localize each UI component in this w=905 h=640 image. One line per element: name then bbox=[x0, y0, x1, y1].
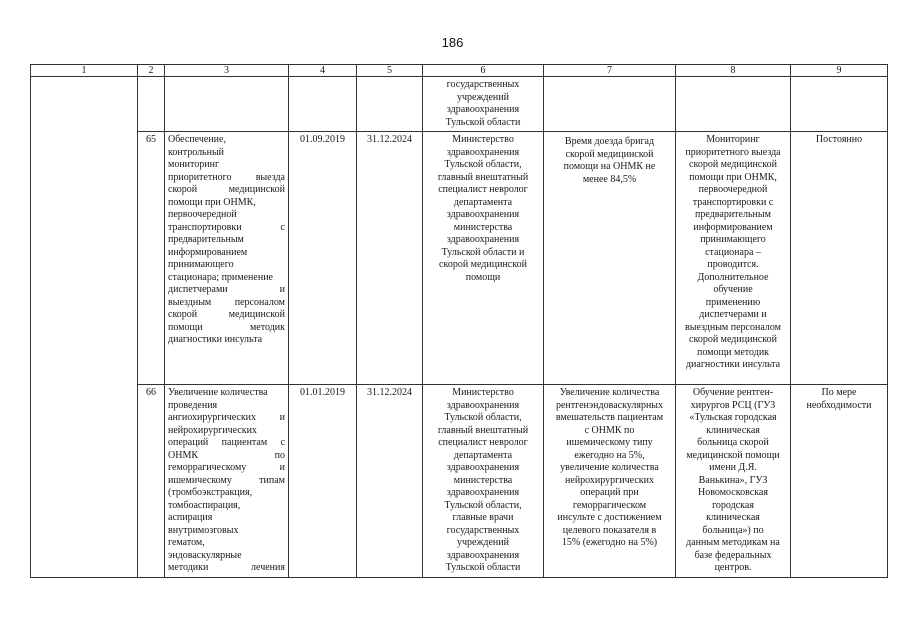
column-1-cell bbox=[31, 77, 138, 578]
empty-cell bbox=[357, 77, 423, 132]
empty-cell bbox=[138, 77, 165, 132]
column-number: 2 bbox=[138, 65, 165, 77]
control-cell: Мониторинг приоритетного выезда скорой медицинской помощи при ОНМК, первоочередной транспортировки с предварительным информированием принимающего стационара – проводится. Дополнительное обучение применению диспетчерами и выездным персоналом скорой медицинской помощи методик диагностики инсульта bbox=[676, 132, 791, 385]
empty-cell bbox=[791, 77, 888, 132]
responsible-cell: государственных учреждений здравоохранения Тульской области bbox=[423, 77, 544, 132]
frequency-cell: Постоянно bbox=[791, 132, 888, 385]
column-number: 6 bbox=[423, 65, 544, 77]
column-number: 8 bbox=[676, 65, 791, 77]
page-number: 186 bbox=[441, 35, 464, 50]
frequency-cell: По мере необходимости bbox=[791, 385, 888, 578]
column-number: 9 bbox=[791, 65, 888, 77]
start-date: 01.09.2019 bbox=[289, 132, 357, 385]
column-number: 7 bbox=[544, 65, 676, 77]
result-cell: Время доезда бригад скорой медицинской помощи на ОНМК не менее 84,5% bbox=[544, 132, 676, 385]
column-number-row bbox=[31, 65, 888, 77]
table-row bbox=[31, 132, 888, 385]
empty-cell bbox=[165, 77, 289, 132]
row-number: 65 bbox=[138, 132, 165, 385]
start-date: 01.01.2019 bbox=[289, 385, 357, 578]
column-number: 4 bbox=[289, 65, 357, 77]
table-row bbox=[31, 385, 888, 578]
plan-table bbox=[30, 64, 888, 578]
responsible-cell: Министерство здравоохранения Тульской области, главный внештатный специалист невролог департамента здравоохранения министерства здравоохранения Тульской области, главные врачи государственных учреждений здравоохранения Тульской области bbox=[423, 385, 544, 578]
continuation-row bbox=[31, 77, 888, 132]
end-date: 31.12.2024 bbox=[357, 132, 423, 385]
empty-cell bbox=[676, 77, 791, 132]
empty-cell bbox=[544, 77, 676, 132]
row-number: 66 bbox=[138, 385, 165, 578]
activity-cell: Обеспечение, контрольный мониторинг приоритетного выезда скорой медицинской помощи при ОНМК, первоочередной транспортировки с предварительным информированием принимающего стационара; применение диспетчерами и выездным персоналом скорой медицинской помощи методик диагностики инсульта bbox=[165, 132, 289, 385]
activity-cell: Увеличение количества проведения ангиохирургических и нейрохирургических операций пациентам с ОНМК по геморрагическому и ишемическому типам (тромбоэкстракция, томбоаспирация, аспирация внутримозговых гематом, эндоваскулярные методики лечения bbox=[165, 385, 289, 578]
result-cell: Увеличение количества рентгенэндоваскулярных вмешательств пациентам с ОНМК по ишемическому типу ежегодно на 5%, увеличение количества нейрохирургических операций при геморрагическом инсульте с достижением целевого показателя в 15% (ежегодно на 5%) bbox=[544, 385, 676, 578]
empty-cell bbox=[289, 77, 357, 132]
column-number: 1 bbox=[31, 65, 138, 77]
control-cell: Обучение рентген- хирургов РСЦ (ГУЗ «Тульская городская клиническая больница скорой медицинской помощи имени Д.Я. Ванькина», ГУЗ Новомосковская городская клиническая больница») по данным методикам на базе федеральных центров. bbox=[676, 385, 791, 578]
end-date: 31.12.2024 bbox=[357, 385, 423, 578]
responsible-cell: Министерство здравоохранения Тульской области, главный внештатный специалист невролог департамента здравоохранения министерства здравоохранения Тульской области и скорой медицинской помощи bbox=[423, 132, 544, 385]
column-number: 3 bbox=[165, 65, 289, 77]
column-number: 5 bbox=[357, 65, 423, 77]
